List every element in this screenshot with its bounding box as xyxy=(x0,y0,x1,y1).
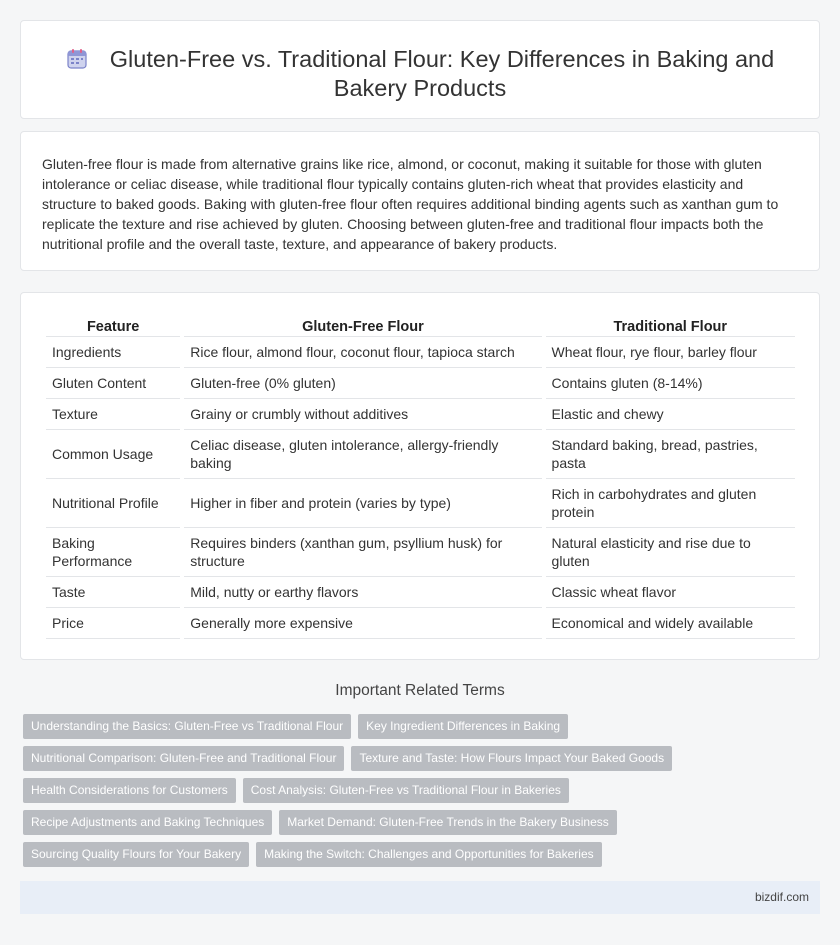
row-traditional: Wheat flour, rye flour, barley flour xyxy=(546,337,795,368)
table-row xyxy=(46,368,795,399)
table-header-row xyxy=(46,315,795,337)
tag-row xyxy=(23,778,813,803)
related-terms-title: Important Related Terms xyxy=(335,682,505,699)
related-term-link[interactable]: Sourcing Quality Flours for Your Bakery xyxy=(23,842,249,867)
comparison-table-card xyxy=(20,292,820,660)
table-row xyxy=(46,528,795,577)
row-feature: Common Usage xyxy=(46,430,180,479)
table-row xyxy=(46,577,795,608)
tag-row xyxy=(23,810,813,835)
row-gluten-free: Generally more expensive xyxy=(184,608,541,639)
tag-row xyxy=(23,842,813,867)
related-term-link[interactable]: Making the Switch: Challenges and Opportunities for Bakeries xyxy=(256,842,602,867)
tag-row xyxy=(23,746,813,771)
header-traditional: Traditional Flour xyxy=(546,315,795,337)
calendar-icon xyxy=(66,48,88,70)
row-feature: Baking Performance xyxy=(46,528,180,577)
related-terms-list xyxy=(23,714,813,874)
page-title xyxy=(21,45,819,103)
row-feature: Taste xyxy=(46,577,180,608)
row-traditional: Natural elasticity and rise due to gluten xyxy=(546,528,795,577)
row-gluten-free: Grainy or crumbly without additives xyxy=(184,399,541,430)
row-gluten-free: Mild, nutty or earthy flavors xyxy=(184,577,541,608)
row-feature: Price xyxy=(46,608,180,639)
related-term-link[interactable]: Nutritional Comparison: Gluten-Free and Traditional Flour xyxy=(23,746,344,771)
footer xyxy=(20,881,820,914)
tag-row xyxy=(23,714,813,739)
row-gluten-free: Rice flour, almond flour, coconut flour, tapioca starch xyxy=(184,337,541,368)
comparison-table xyxy=(42,315,799,639)
table-row xyxy=(46,608,795,639)
row-feature: Ingredients xyxy=(46,337,180,368)
row-feature: Nutritional Profile xyxy=(46,479,180,528)
table-row xyxy=(46,479,795,528)
row-traditional: Classic wheat flavor xyxy=(546,577,795,608)
row-gluten-free: Requires binders (xanthan gum, psyllium husk) for structure xyxy=(184,528,541,577)
footer-site-link[interactable]: bizdif.com xyxy=(754,890,809,904)
table-row xyxy=(46,430,795,479)
row-traditional: Rich in carbohydrates and gluten protein xyxy=(546,479,795,528)
header-gluten-free: Gluten-Free Flour xyxy=(184,315,541,337)
row-gluten-free: Gluten-free (0% gluten) xyxy=(184,368,541,399)
related-term-link[interactable]: Market Demand: Gluten-Free Trends in the Bakery Business xyxy=(279,810,616,835)
related-term-link[interactable]: Recipe Adjustments and Baking Techniques xyxy=(23,810,272,835)
row-feature: Gluten Content xyxy=(46,368,180,399)
table-row xyxy=(46,337,795,368)
intro-card xyxy=(20,131,820,271)
related-term-link[interactable]: Cost Analysis: Gluten-Free vs Traditional Flour in Bakeries xyxy=(243,778,569,803)
table-row xyxy=(46,399,795,430)
related-term-link[interactable]: Understanding the Basics: Gluten-Free vs Traditional Flour xyxy=(23,714,351,739)
row-feature: Texture xyxy=(46,399,180,430)
page-title-text: Gluten-Free vs. Traditional Flour: Key Differences in Baking and Bakery Products xyxy=(109,46,775,101)
row-traditional: Standard baking, bread, pastries, pasta xyxy=(546,430,795,479)
row-traditional: Elastic and chewy xyxy=(546,399,795,430)
related-term-link[interactable]: Key Ingredient Differences in Baking xyxy=(358,714,568,739)
related-term-link[interactable]: Texture and Taste: How Flours Impact Your Baked Goods xyxy=(351,746,672,771)
row-gluten-free: Higher in fiber and protein (varies by type) xyxy=(184,479,541,528)
header-card xyxy=(20,20,820,119)
row-gluten-free: Celiac disease, gluten intolerance, allergy-friendly baking xyxy=(184,430,541,479)
row-traditional: Economical and widely available xyxy=(546,608,795,639)
related-term-link[interactable]: Health Considerations for Customers xyxy=(23,778,236,803)
row-traditional: Contains gluten (8-14%) xyxy=(546,368,795,399)
header-feature: Feature xyxy=(46,315,180,337)
intro-paragraph: Gluten-free flour is made from alternative grains like rice, almond, or coconut, making it suitable for those with gluten intolerance or celiac disease, while traditional flour typically contains gluten-rich wheat that provides elasticity and structure to baked goods. Baking with gluten-free flour often requires additional binding agents such as xanthan gum to replicate the texture and rise achieved by gluten. Choosing between gluten-free and traditional flour impacts both the nutritional profile and the overall taste, texture, and appearance of bakery products. xyxy=(42,156,779,252)
